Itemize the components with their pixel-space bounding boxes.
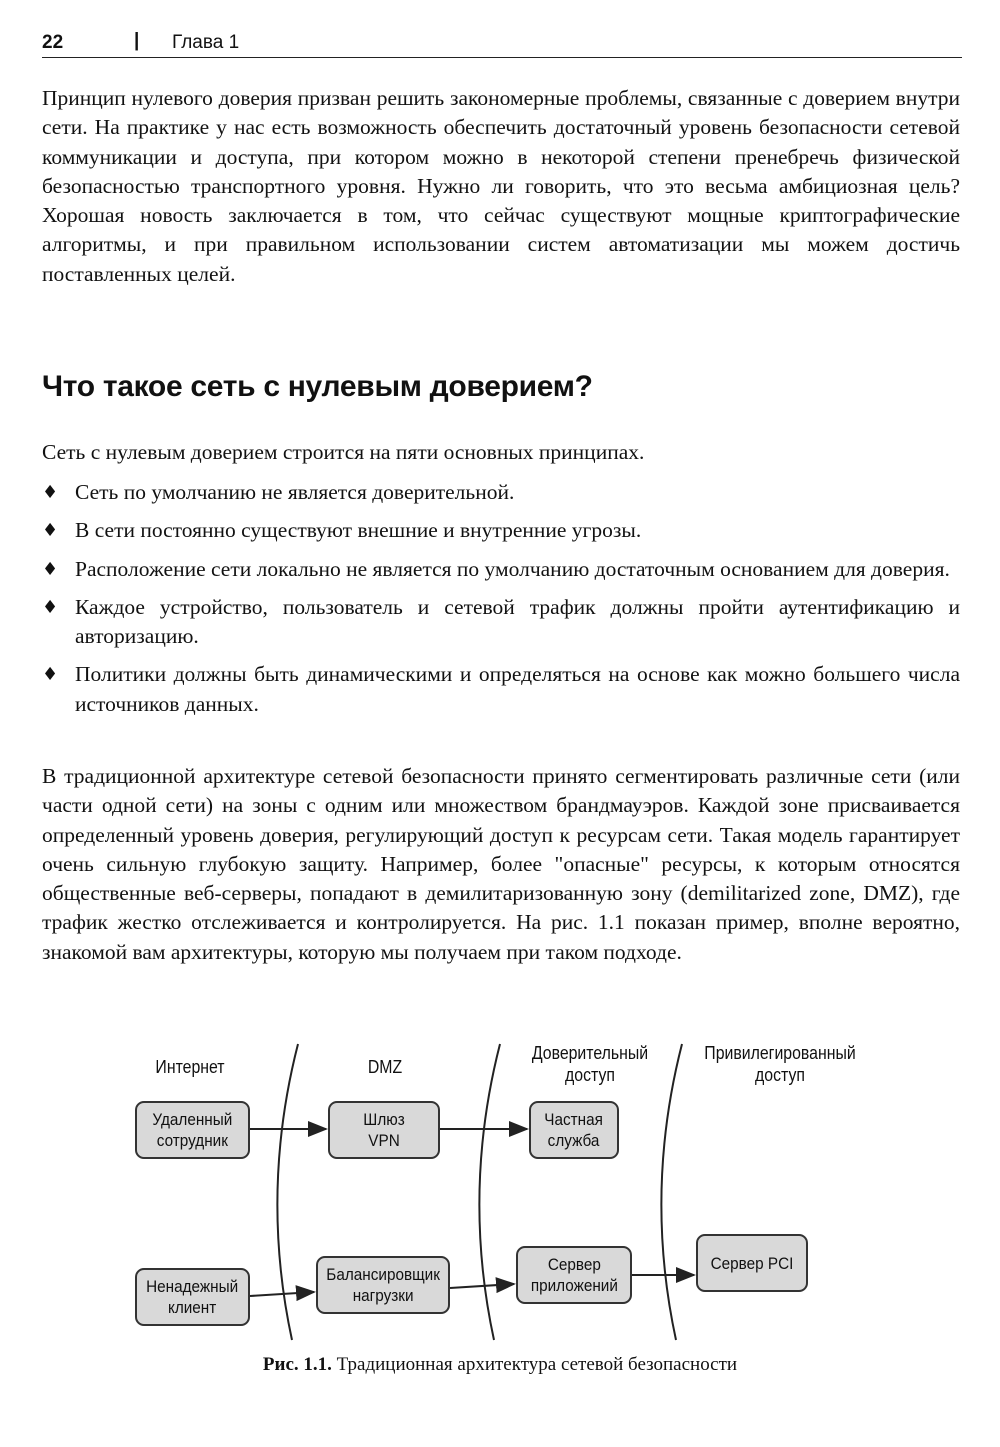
node-pci-server	[696, 1234, 808, 1292]
list-item-text: Сеть по умолчанию не является доверительной.	[75, 480, 515, 504]
list-item	[42, 555, 960, 584]
node-load-balancer	[316, 1256, 450, 1314]
node-untrusted-client	[135, 1268, 250, 1326]
list-item-text: Расположение сети локально не является по умолчанию достаточным основанием для доверия.	[75, 556, 950, 581]
node-label: Балансировщик нагрузки	[326, 1265, 440, 1305]
header-separator: |	[134, 30, 140, 51]
bullet-diamond-icon: ♦	[42, 482, 59, 503]
node-vpn-gateway	[328, 1101, 440, 1159]
list-item-text: В сети постоянно существуют внешние и внутренние угрозы.	[75, 518, 642, 543]
node-label: Сервер PCI	[710, 1253, 794, 1273]
node-app-server	[516, 1246, 632, 1304]
principles-list	[42, 478, 960, 728]
zone-label-internet: Интернет	[155, 1057, 225, 1077]
intro-sentence: Сеть с нулевым доверием строится на пяти основных принципах.	[42, 440, 645, 464]
node-label: Частная служба	[544, 1110, 604, 1150]
arrow-balancer-to-app	[450, 1284, 514, 1288]
node-label: Сервер приложений	[530, 1255, 618, 1295]
zone-boundary-1	[277, 1044, 298, 1340]
bullet-diamond-icon: ♦	[42, 520, 59, 542]
arrow-client-to-balancer	[250, 1292, 314, 1296]
paragraph-2: В традиционной архитектуре сетевой безопасности принято сегментировать различные сети (или части одной сети) на зоны с одним или множеством брандмауэров. Каждой зоне присваивается определенный уровень доверия, регулирующий доступ к ресурсам сети. Такая модель гарантирует очень сильную глубокую защиту. Например, более "опасные" ресурсы, к которым относятся общественные веб-серверы, попадают в демилитаризованную зону (demilitarized zone, DMZ), где трафик жестко отслеживается и контролируется. На рис. 1.1 показан пример, вполне вероятно, знакомой вам архитектуры, которую мы получаем при таком подходе.	[42, 764, 960, 964]
header-rule	[42, 57, 962, 58]
node-remote-employee	[135, 1101, 250, 1159]
list-item-text: Политики должны быть динамическими и определяться на основе как можно большего числа источников данных.	[75, 662, 960, 716]
chapter-title: Глава 1	[172, 32, 240, 53]
zone-label-privileged: Привилегированный доступ	[704, 1043, 856, 1085]
node-label: Удаленный сотрудник	[152, 1110, 233, 1150]
paragraph-1: Принцип нулевого доверия призван решить закономерные проблемы, связанные с доверием внутри сети. На практике у нас есть возможность обеспечить достаточный уровень безопасности сетевой коммуникации и доступа, при котором можно в некоторой степени пренебречь физической безопасностью транспортного уровня. Нужно ли говорить, что это весьма амбициозная цель? Хорошая новость заключается в том, что сейчас существуют мощные криптографические алгоритмы, и при правильном использовании систем автоматизации мы можем достичь поставленных целей.	[42, 86, 960, 286]
bullet-diamond-icon: ♦	[42, 558, 59, 580]
node-label: Шлюз VPN	[363, 1110, 405, 1150]
zone-boundary-2	[479, 1044, 500, 1340]
figure-caption	[0, 1354, 1000, 1376]
caption-label: Рис. 1.1.	[262, 1354, 332, 1375]
node-label: Ненадежный клиент	[146, 1277, 239, 1317]
list-item	[42, 478, 960, 507]
architecture-diagram	[120, 1032, 880, 1352]
zone-label-dmz: DMZ	[367, 1057, 403, 1077]
list-item-text: Каждое устройство, пользователь и сетевой трафик должны пройти аутентификацию и авторизацию.	[75, 594, 960, 649]
bullet-diamond-icon: ♦	[42, 596, 59, 618]
running-header	[42, 30, 962, 56]
section-heading: Что такое сеть с нулевым доверием?	[42, 370, 593, 403]
zone-label-trusted: Доверительный доступ	[531, 1043, 649, 1085]
list-item	[42, 660, 960, 719]
list-item	[42, 516, 960, 545]
node-private-service	[529, 1101, 619, 1159]
list-item	[42, 593, 960, 652]
page-number: 22	[42, 32, 64, 53]
caption-text: Традиционная архитектура сетевой безопасности	[336, 1354, 738, 1375]
bullet-diamond-icon: ♦	[42, 664, 59, 686]
zone-boundary-3	[661, 1044, 682, 1340]
